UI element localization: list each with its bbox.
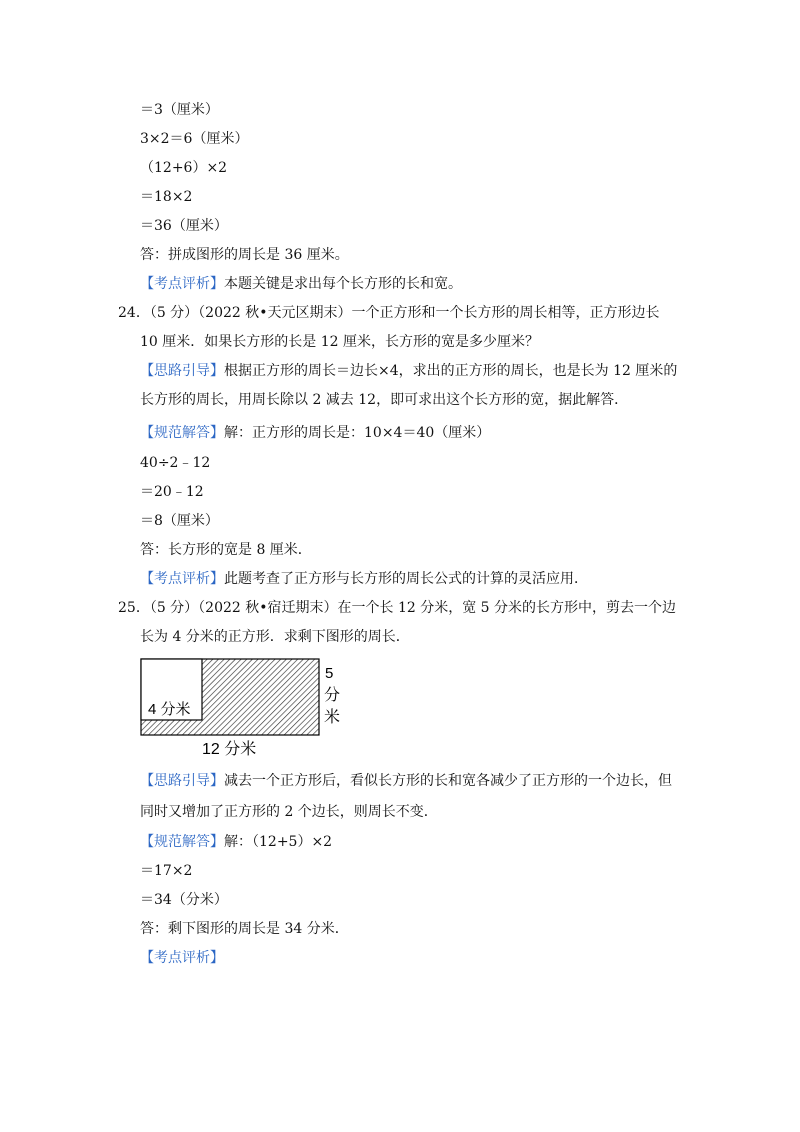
calc-line: ＝17×2	[140, 863, 193, 879]
calc-line: ＝20﹣12	[140, 484, 204, 500]
evaluation-line	[140, 569, 588, 589]
width-label-number: 5	[325, 665, 334, 682]
length-label: 12 分米	[202, 741, 257, 758]
solution-text: 解：（12+5）×2	[224, 834, 333, 850]
question-25-text: 25．（5 分）（2022 秋•宿迁期末）在一个长 12 分米，宽 5 分米的长方形中，剪去一个边	[118, 600, 677, 616]
evaluation-text: 此题考查了正方形与长方形的周长公式的计算的灵活应用．	[224, 571, 588, 587]
solution-line	[140, 423, 490, 443]
rectangle-diagram	[140, 658, 380, 760]
calc-line: 40÷2﹣12	[140, 455, 211, 471]
calc-line: ＝34（分米）	[140, 892, 228, 908]
question-24-text: 24．（5 分）（2022 秋•天元区期末）一个正方形和一个长方形的周长相等，正方形边长	[118, 305, 660, 321]
answer-line: 答：剩下图形的周长是 34 分米．	[140, 921, 349, 937]
hint-tag: 【思路引导】	[140, 363, 224, 379]
solution-line	[140, 832, 332, 852]
evaluation-text: 本题关键是求出每个长方形的长和宽。	[224, 276, 462, 292]
calc-line: ＝36（厘米）	[140, 218, 228, 234]
evaluation-tag: 【考点评析】	[140, 571, 224, 587]
calc-line: ＝3（厘米）	[140, 102, 219, 118]
hint-tag: 【思路引导】	[140, 773, 224, 789]
hint-line: 同时又增加了正方形的 2 个边长，则周长不变．	[140, 804, 438, 820]
calc-line: ＝18×2	[140, 189, 193, 205]
answer-line: 答：拼成图形的周长是 36 厘米。	[140, 247, 349, 263]
answer-line: 答：长方形的宽是 8 厘米．	[140, 542, 312, 558]
hint-text: 根据正方形的周长＝边长×4，求出的正方形的周长，也是长为 12 厘米的	[224, 363, 678, 379]
evaluation-line	[140, 948, 224, 968]
question-25-text: 长为 4 分米的正方形．求剩下图形的周长．	[140, 629, 410, 645]
evaluation-line	[140, 274, 462, 294]
width-label-unit-1: 分	[324, 687, 341, 704]
solution-tag: 【规范解答】	[140, 425, 224, 441]
hint-text: 减去一个正方形后，看似长方形的长和宽各减少了正方形的一个边长，但	[224, 773, 672, 789]
evaluation-tag: 【考点评析】	[140, 950, 224, 966]
width-label-unit-2: 米	[324, 709, 341, 726]
evaluation-tag: 【考点评析】	[140, 276, 224, 292]
calc-line: ＝8（厘米）	[140, 513, 219, 529]
solution-tag: 【规范解答】	[140, 834, 224, 850]
hint-line	[140, 771, 672, 791]
calc-line: （12+6）×2	[140, 160, 228, 176]
hint-line: 长方形的周长，用周长除以 2 减去 12，即可求出这个长方形的宽，据此解答．	[140, 392, 629, 408]
calc-line: 3×2＝6（厘米）	[140, 131, 249, 147]
square-side-label: 4 分米	[148, 701, 191, 718]
rectangle-figure	[140, 658, 380, 760]
hint-line	[140, 361, 677, 381]
solution-text: 解：正方形的周长是：10×4＝40（厘米）	[224, 425, 491, 441]
question-24-text: 10 厘米．如果长方形的长是 12 厘米，长方形的宽是多少厘米？	[140, 334, 539, 350]
